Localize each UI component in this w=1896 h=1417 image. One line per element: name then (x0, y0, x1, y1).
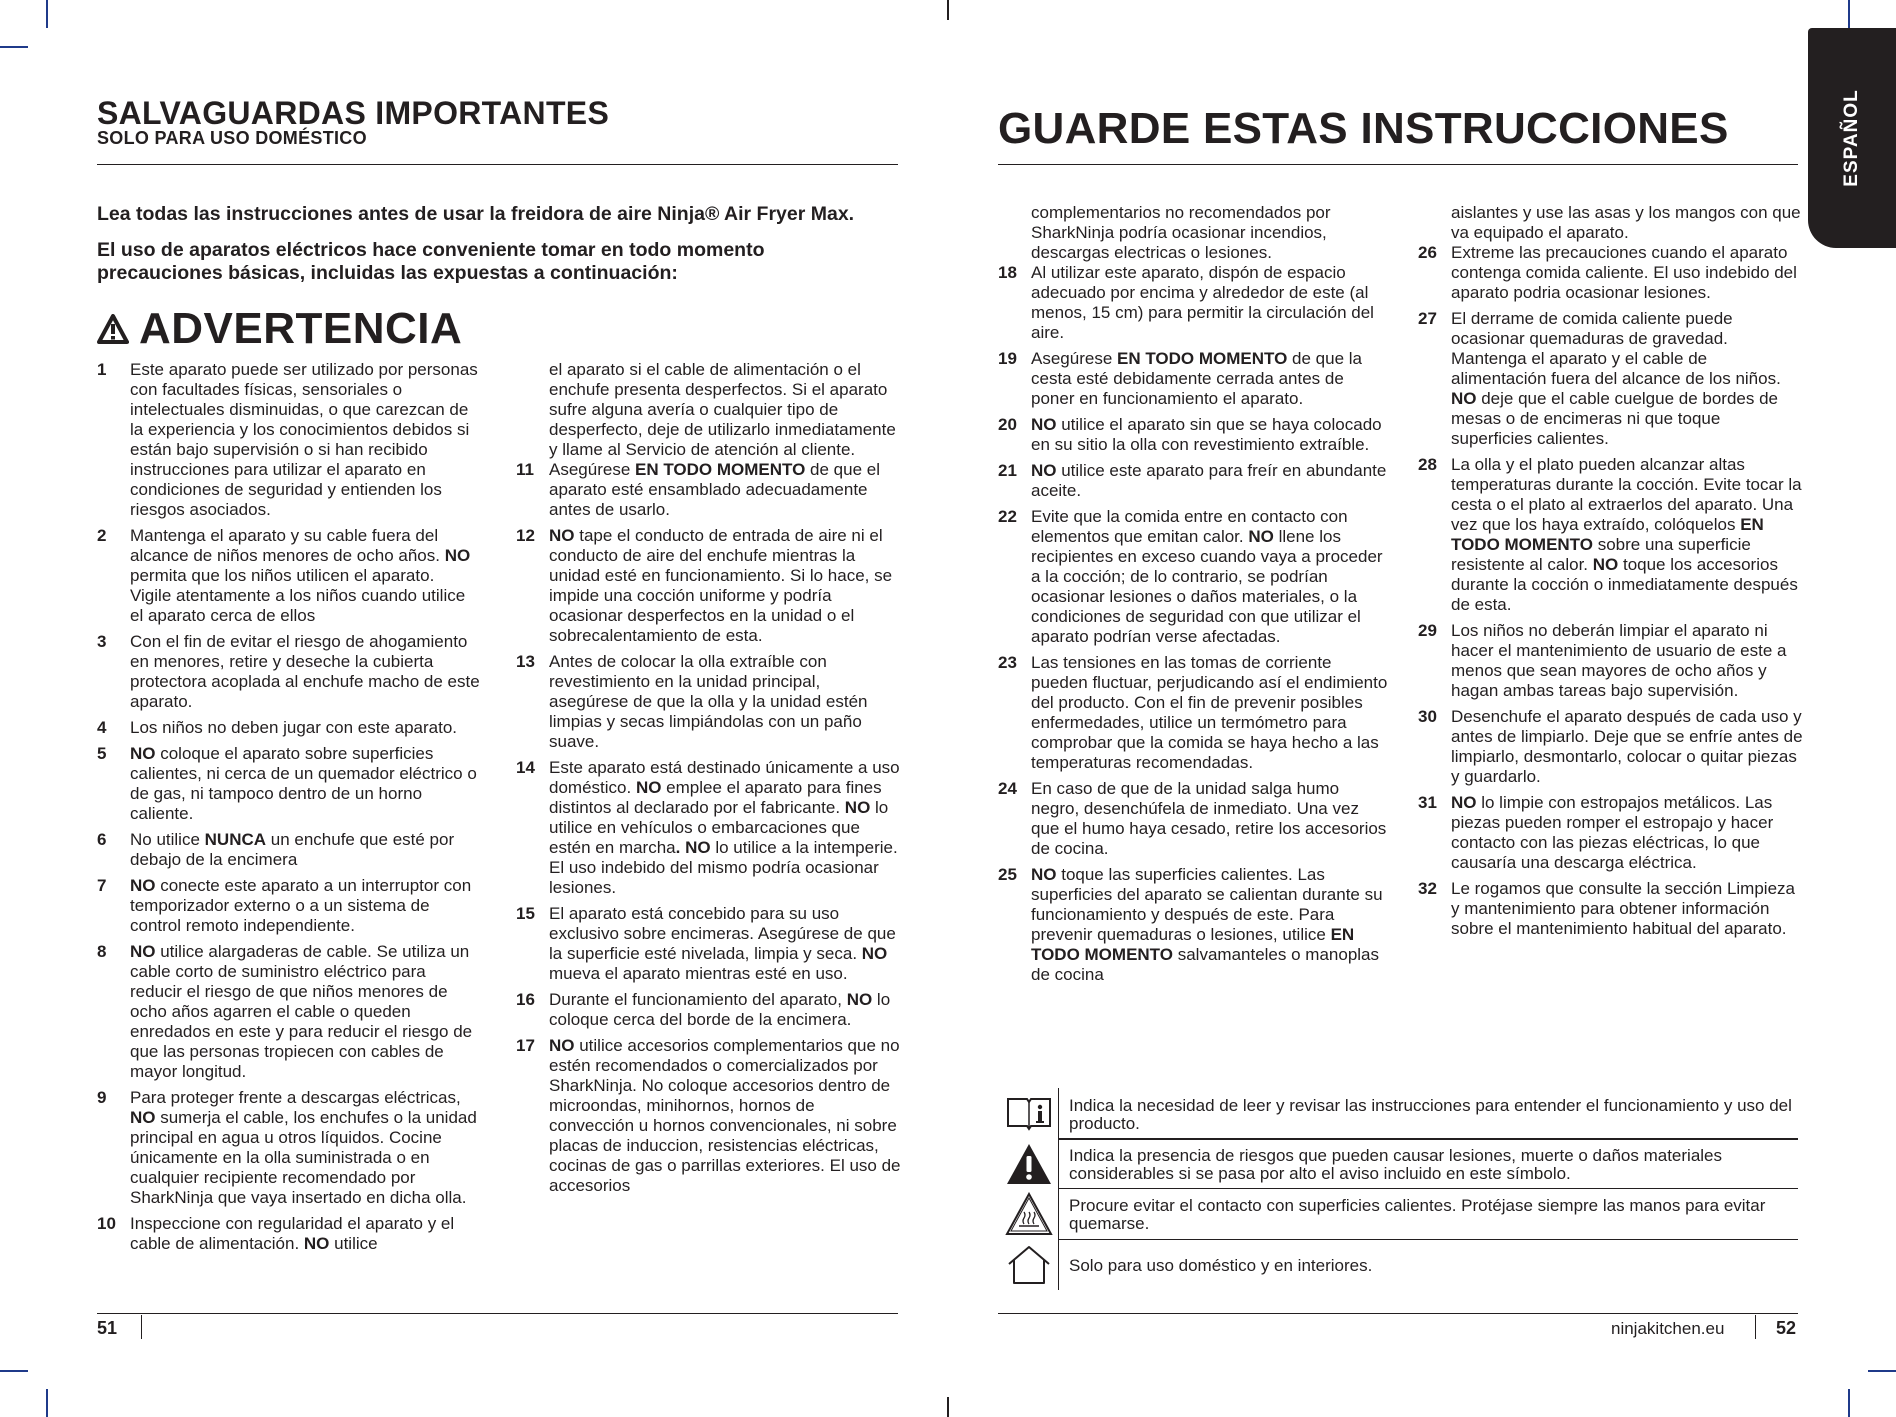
item-text: Inspeccione con regularidad el aparato y el cable de alimentación. NO utilice (130, 1214, 455, 1253)
crop-mark (46, 0, 48, 28)
center-mark (947, 1397, 949, 1417)
safety-item-24 (998, 779, 1388, 859)
safety-item-22 (998, 507, 1388, 647)
safety-item-16 (516, 990, 901, 1030)
warning-title: ADVERTENCIA (139, 304, 463, 353)
item-number: 6 (97, 830, 107, 849)
item-text: Este aparato puede ser utilizado por personas con facultades físicas, sensoriales o intelectuales disminuidas, o que carezcan de la experiencia y los conocimientos debidos si están bajo supervisión o si han recibido instrucciones para utilizar el aparato en condiciones de seguridad y entienden los riesgos asociados. (130, 360, 478, 519)
item-text: Evite que la comida entre en contacto con elementos que emitan calor. NO llene los recipientes en exceso cuando vaya a proceder a la cocción; de lo contrario, se podrían ocasionar lesiones o daños materiales, o la condiciones de seguridad con que utilizar el aparato podrían verse afectadas. (1031, 507, 1383, 646)
left-header-rule (97, 164, 898, 165)
safety-item-21 (998, 461, 1388, 501)
item-number: 17 (516, 1036, 535, 1055)
warning-heading (97, 304, 462, 354)
warning-triangle-icon (1006, 1143, 1052, 1185)
item-number: 18 (998, 263, 1017, 282)
safety-item-27 (1418, 309, 1803, 449)
safety-column-3 (998, 203, 1388, 991)
safety-item-9 (97, 1088, 480, 1208)
right-header-rule (998, 164, 1798, 165)
safety-item-6 (97, 830, 480, 870)
symbol-description: Procure evitar el contacto con superficies calientes. Protéjase siempre las manos para evitar quemarse. (1069, 1196, 1766, 1233)
item-text: NO utilice el aparato sin que se haya colocado en su sitio la olla con revestimiento extraíble. (1031, 415, 1382, 454)
safety-item-28 (1418, 455, 1803, 615)
item-number: 12 (516, 526, 535, 545)
symbols-row-rule (1058, 1138, 1798, 1140)
item-number: 8 (97, 942, 107, 961)
crop-mark (0, 1370, 28, 1372)
item-number: 23 (998, 653, 1017, 672)
item-text: Los niños no deben jugar con este aparato. (130, 718, 458, 737)
crop-mark (46, 1389, 48, 1417)
item-text: NO utilice accesorios complementarios que no estén recomendados o comercializados por SharkNinja. No coloque accesorios dentro de microondas, minihornos, hornos de convección u hornos convencionales, ni sobre placas de induccion, resistencias eléctricas, cocinas de gas o parrillas exteriores. El uso de accesorios (549, 1036, 901, 1195)
safety-item-5 (97, 744, 480, 824)
safety-column-4 (1418, 203, 1803, 945)
safety-item-2 (97, 526, 480, 626)
house-icon (1006, 1245, 1052, 1285)
item-text: NO tape el conducto de entrada de aire ni el conducto de aire del enchufe mientras la unidad esté en funcionamiento. Si lo hace, se impide una cocción uniforme y podría ocasionar desperfectos en la unidad o el sobrecalentamiento de esta. (549, 526, 893, 645)
safety-item-15 (516, 904, 901, 984)
crop-mark (1868, 1370, 1896, 1372)
safety-item-30 (1418, 707, 1803, 787)
continuation-text: el aparato si el cable de alimentación o el enchufe presenta desperfectos. Si el aparato sufre alguna avería o cualquier tipo de desperfecto, deje de utilizarlo inmediatamente y llame al Servicio de atención al cliente. (549, 360, 896, 459)
right-page-title: GUARDE ESTAS INSTRUCCIONES (998, 104, 1729, 153)
item-number: 22 (998, 507, 1017, 526)
item-text: Durante el funcionamiento del aparato, NO lo coloque cerca del borde de la encimera. (549, 990, 891, 1029)
symbol-icon-cell (1004, 1189, 1054, 1239)
center-mark (947, 0, 949, 20)
item-number: 28 (1418, 455, 1437, 474)
symbol-icon-cell (1004, 1090, 1054, 1136)
item-number: 20 (998, 415, 1017, 434)
item-text: Antes de colocar la olla extraíble con revestimiento en la unidad principal, asegúrese de que la olla y la unidad estén limpias y secas limpiándolas con un paño suave. (549, 652, 868, 751)
left-page-number: 51 (97, 1318, 118, 1338)
item-text: Asegúrese EN TODO MOMENTO de que la cesta esté debidamente cerrada antes de poner en funcionamiento el aparato. (1031, 349, 1363, 408)
item-number: 27 (1418, 309, 1437, 328)
item-number: 30 (1418, 707, 1437, 726)
symbols-row-rule (1058, 1188, 1798, 1189)
item-number: 7 (97, 876, 107, 895)
item-text: Las tensiones en las tomas de corriente pueden fluctuar, perjudicando así el endimiento del producto. Con el fin de prevenir posibles enfermedades, utilice un termómetro para comprobar que la comida se haya hecho a las temperaturas recomendadas. (1031, 653, 1388, 772)
safety-item-1 (97, 360, 480, 520)
safety-item-12 (516, 526, 901, 646)
item-number: 14 (516, 758, 535, 777)
right-footer-rule (998, 1313, 1798, 1314)
safety-item-23 (998, 653, 1388, 773)
item-text: El derrame de comida caliente puede ocasionar quemaduras de gravedad. Mantenga el aparato y el cable de alimentación fuera del alcance de los niños. NO deje que el cable cuelgue de bordes de mesas o de encimeras ni que toque superficies calientes. (1451, 309, 1781, 448)
left-page-subtitle: SOLO PARA USO DOMÉSTICO (97, 128, 367, 148)
crop-mark (0, 46, 28, 48)
item-number: 26 (1418, 243, 1437, 262)
item-text: Los niños no deberán limpiar el aparato ni hacer el mantenimiento de usuario de este a menos que sean mayores de ocho años y hagan ambas tareas bajo supervisión. (1451, 621, 1787, 700)
safety-item-29 (1418, 621, 1803, 701)
item-text: Mantenga el aparato y su cable fuera del alcance de niños menores de ocho años. NO permita que los niños utilicen el aparato. Vigile atentamente a los niños cuando utilice el aparato cerca de ellos (130, 526, 471, 625)
symbol-description: Indica la presencia de riesgos que pueden causar lesiones, muerte o daños materiales considerables si se pasa por alto el aviso incluido en este símbolo. (1069, 1146, 1723, 1183)
left-footer-divider (141, 1315, 142, 1339)
item-text: El aparato está concebido para su uso exclusivo sobre encimeras. Asegúrese de que la superficie esté nivelada, limpia y seca. NO mueva el aparato mientras esté en uso. (549, 904, 896, 983)
symbols-row-rule (1058, 1239, 1798, 1240)
item-text: NO conecte este aparato a un interruptor con temporizador externo o a un sistema de control remoto independiente. (130, 876, 472, 935)
item-text: No utilice NUNCA un enchufe que esté por debajo de la encimera (130, 830, 455, 869)
item-text: Desenchufe el aparato después de cada uso y antes de limpiarlo. Deje que se enfríe antes de limpiarlo, desmontarlo, colocar o quitar piezas y guardarlo. (1451, 707, 1803, 786)
item-text: En caso de que de la unidad salga humo negro, desenchúfela de inmediato. Una vez que el humo haya cesado, retire los accesorios de cocina. (1031, 779, 1387, 858)
item-number: 15 (516, 904, 535, 923)
item-number: 9 (97, 1088, 107, 1107)
read-manual-icon (1005, 1095, 1053, 1131)
item-text: NO toque las superficies calientes. Las superficies del aparato se calientan durante su funcionamiento y después de este. Para prevenir quemaduras o lesiones, utilice EN TODO MOMENTO salvamanteles o manoplas de cocina (1031, 865, 1383, 984)
item-text: Le rogamos que consulte la sección Limpieza y mantenimiento para obtener información sobre el mantenimiento habitual del aparato. (1451, 879, 1795, 938)
safety-item-3 (97, 632, 480, 712)
item-number: 3 (97, 632, 107, 651)
item-text: Asegúrese EN TODO MOMENTO de que el aparato esté ensamblado adecuadamente antes de usarlo. (549, 460, 881, 519)
item-text: Con el fin de evitar el riesgo de ahogamiento en menores, retire y deseche la cubierta protectora acoplada al enchufe macho de este aparato. (130, 632, 480, 711)
safety-item-25 (998, 865, 1388, 985)
item-number: 29 (1418, 621, 1437, 640)
item-number: 1 (97, 360, 107, 379)
safety-item-11 (516, 460, 901, 520)
safety-item-14 (516, 758, 901, 898)
safety-item-19 (998, 349, 1388, 409)
safety-item-31 (1418, 793, 1803, 873)
safety-column-1 (97, 360, 480, 1260)
item-text: NO lo limpie con estropajos metálicos. Las piezas pueden romper el estropajo y hacer contacto con las piezas eléctricas, lo que causaría una descarga eléctrica. (1451, 793, 1774, 872)
item-text: Para proteger frente a descargas eléctricas, NO sumerja el cable, los enchufes o la unidad principal en agua u otros líquidos. Cocine únicamente en la olla suministrada o en cualquier recipiente recomendado por SharkNinja que vaya insertado en dicha olla. (130, 1088, 477, 1207)
item-number: 31 (1418, 793, 1437, 812)
crop-mark (1848, 0, 1850, 28)
symbol-description: Indica la necesidad de leer y revisar las instrucciones para entender el funcionamiento y uso del producto. (1069, 1096, 1792, 1133)
item-number: 11 (516, 460, 534, 479)
safety-item-32 (1418, 879, 1803, 939)
crop-mark (1848, 1389, 1850, 1417)
right-footer-divider (1755, 1315, 1756, 1339)
item-number: 10 (97, 1214, 116, 1233)
item-number: 13 (516, 652, 535, 671)
item-text: NO utilice alargaderas de cable. Se utiliza un cable corto de suministro eléctrico para reducir el riesgo de que niños menores de ocho años agarren el cable o queden enredados en este y para reducir el riesgo de que las personas tropiecen con cables de mayor longitud. (130, 942, 473, 1081)
safety-item-20 (998, 415, 1388, 455)
right-page-number: 52 (1776, 1318, 1797, 1338)
item-text: Extreme las precauciones cuando el aparato contenga comida caliente. El uso indebido del aparato podria ocasionar lesiones. (1451, 243, 1797, 302)
item-number: 32 (1418, 879, 1437, 898)
item-number: 2 (97, 526, 107, 545)
item-text: NO coloque el aparato sobre superficies calientes, ni cerca de un quemador eléctrico o de gas, ni tampoco dentro de un horno caliente. (130, 744, 477, 823)
language-tab (1808, 28, 1896, 248)
safety-item-17 (516, 1036, 901, 1196)
symbol-icon-cell (1004, 1240, 1054, 1290)
hot-surface-icon (1005, 1192, 1053, 1236)
intro-line-1: Lea todas las instrucciones antes de usar la freidora de aire Ninja® Air Fryer Max. (97, 203, 855, 225)
item-text: La olla y el plato pueden alcanzar altas temperaturas durante la cocción. Evite tocar la cesta o el plato al extraerlos del aparato. Una vez que los haya extraído, colóquelos EN TODO MOMENTO sobre una superficie resistente al calor. NO toque los accesorios durante la cocción o inmediatamente después de esta. (1451, 455, 1802, 614)
left-page-title: SALVAGUARDAS IMPORTANTES (97, 95, 610, 131)
item-number: 24 (998, 779, 1017, 798)
continuation-text: complementarios no recomendados por SharkNinja podría ocasionar incendios, descargas electricas o lesiones. (1031, 203, 1331, 262)
language-tab-label: ESPAÑOL (1841, 89, 1862, 187)
symbol-description: Solo para uso doméstico y en interiores. (1069, 1256, 1373, 1275)
warning-triangle-icon (97, 314, 129, 344)
safety-item-13 (516, 652, 901, 752)
safety-item-8 (97, 942, 480, 1082)
safety-column-2 (516, 360, 901, 1202)
symbols-divider (1058, 1088, 1059, 1290)
item-text: Al utilizar este aparato, dispón de espacio adecuado por encima y alrededor de este (al menos, 15 cm) para permitir la circulación del aire. (1031, 263, 1374, 342)
website-url[interactable]: ninjakitchen.eu (1611, 1319, 1725, 1338)
symbol-icon-cell (1004, 1140, 1054, 1188)
item-text: NO utilice este aparato para freír en abundante aceite. (1031, 461, 1387, 500)
left-footer-rule (97, 1313, 898, 1314)
item-number: 21 (998, 461, 1017, 480)
continuation-text: aislantes y use las asas y los mangos con que va equipado el aparato. (1451, 203, 1801, 242)
item-text: Este aparato está destinado únicamente a uso doméstico. NO emplee el aparato para fines distintos al declarado por el fabricante. NO lo utilice en vehículos o embarcaciones que estén en marcha. NO lo utilice a la intemperie. El uso indebido del mismo podría ocasionar lesiones. (549, 758, 900, 897)
item-number: 19 (998, 349, 1017, 368)
safety-item-26 (1418, 243, 1803, 303)
item-number: 25 (998, 865, 1017, 884)
intro-line-2: El uso de aparatos eléctricos hace conveniente tomar en todo momento precauciones básicas, incluidas las expuestas a continuación: (97, 239, 765, 284)
safety-item-4 (97, 718, 480, 738)
item-number: 16 (516, 990, 535, 1009)
item-number: 4 (97, 718, 107, 737)
item-number: 5 (97, 744, 107, 763)
safety-item-10 (97, 1214, 480, 1254)
safety-item-7 (97, 876, 480, 936)
safety-item-18 (998, 263, 1388, 343)
